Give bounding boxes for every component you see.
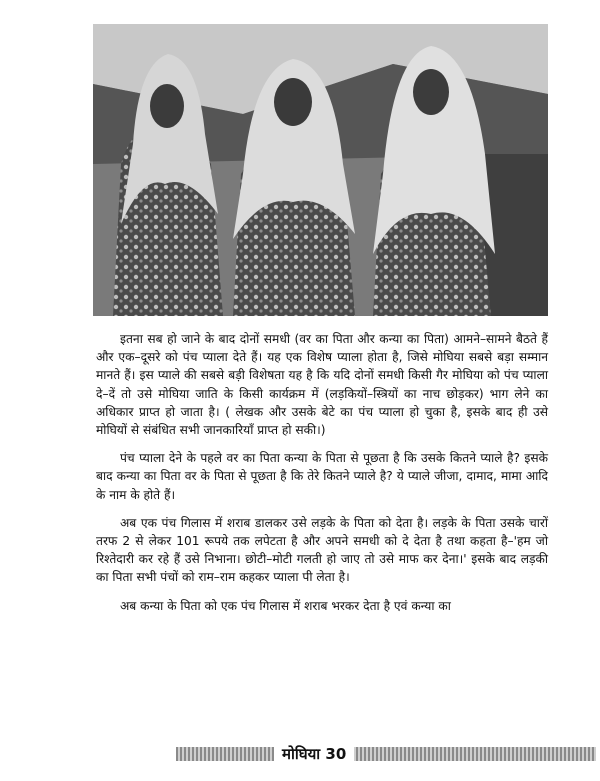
page-footer <box>0 743 600 765</box>
paragraph: अब कन्या के पिता को एक पंच गिलास में शराब भरकर देता है एवं कन्या का <box>120 598 451 613</box>
paragraph: इतना सब हो जाने के बाद दोनों समधी (वर का पिता और कन्या का पिता) आमने–सामने बैठते हैं और एक–दूसरे को पंच प्याला देते हैं। यह एक विशेष प्याला होता है, जिसे मोघिया सबसे बड़ा सम्मान मानते हैं। इस प्याले की सबसे बड़ी विशेषता यह है कि यदि दोनों समधी किसी गैर मोघिया को पंच प्याला दे–दें तो उसे मोघिया जाति के किसी कार्यक्रम में (लड़कियों–स्त्रियों का नाच छोड़कर) भाग लेने का अधिकार प्राप्त हो जाता है। ( लेखक और उसके बेटे का पंच प्याला हो चुका है, इसके बाद ही उसे मोघियों से संबंधित सभी जानकारियाँ प्राप्त हो सकी।) <box>96 332 548 438</box>
footer-band <box>176 747 596 761</box>
paragraph: पंच प्याला देने के पहले वर का पिता कन्या के पिता से पूछता है कि उसके कितने प्याले है? इसके बाद कन्या का पिता वर के पिता से पूछता है कि तेरे कितने प्याले है? ये प्याले जीजा, दामाद, मामा आदि के नाम के होते हैं। <box>96 451 548 502</box>
photo-illustration <box>93 24 548 316</box>
body-text <box>96 330 548 625</box>
page-number-label: मोघिया 30 <box>274 743 354 765</box>
photo-three-women <box>93 24 548 316</box>
paragraph: अब एक पंच गिलास में शराब डालकर उसे लड़के के पिता को देता है। लड़के के पिता उसके चारों तरफ 2 से लेकर 101 रूपये तक लपेटता है और अपने समधी को दे देता है तथा कहता है–'हम जो रिश्तेदारी कर रहे हैं उसे निभाना। छोटी–मोटी गलती हो जाए तो उसे माफ कर देना।' इसके बाद लड़की का पिता सभी पंचों को राम–राम कहकर प्याला पी लेता है। <box>96 515 548 585</box>
